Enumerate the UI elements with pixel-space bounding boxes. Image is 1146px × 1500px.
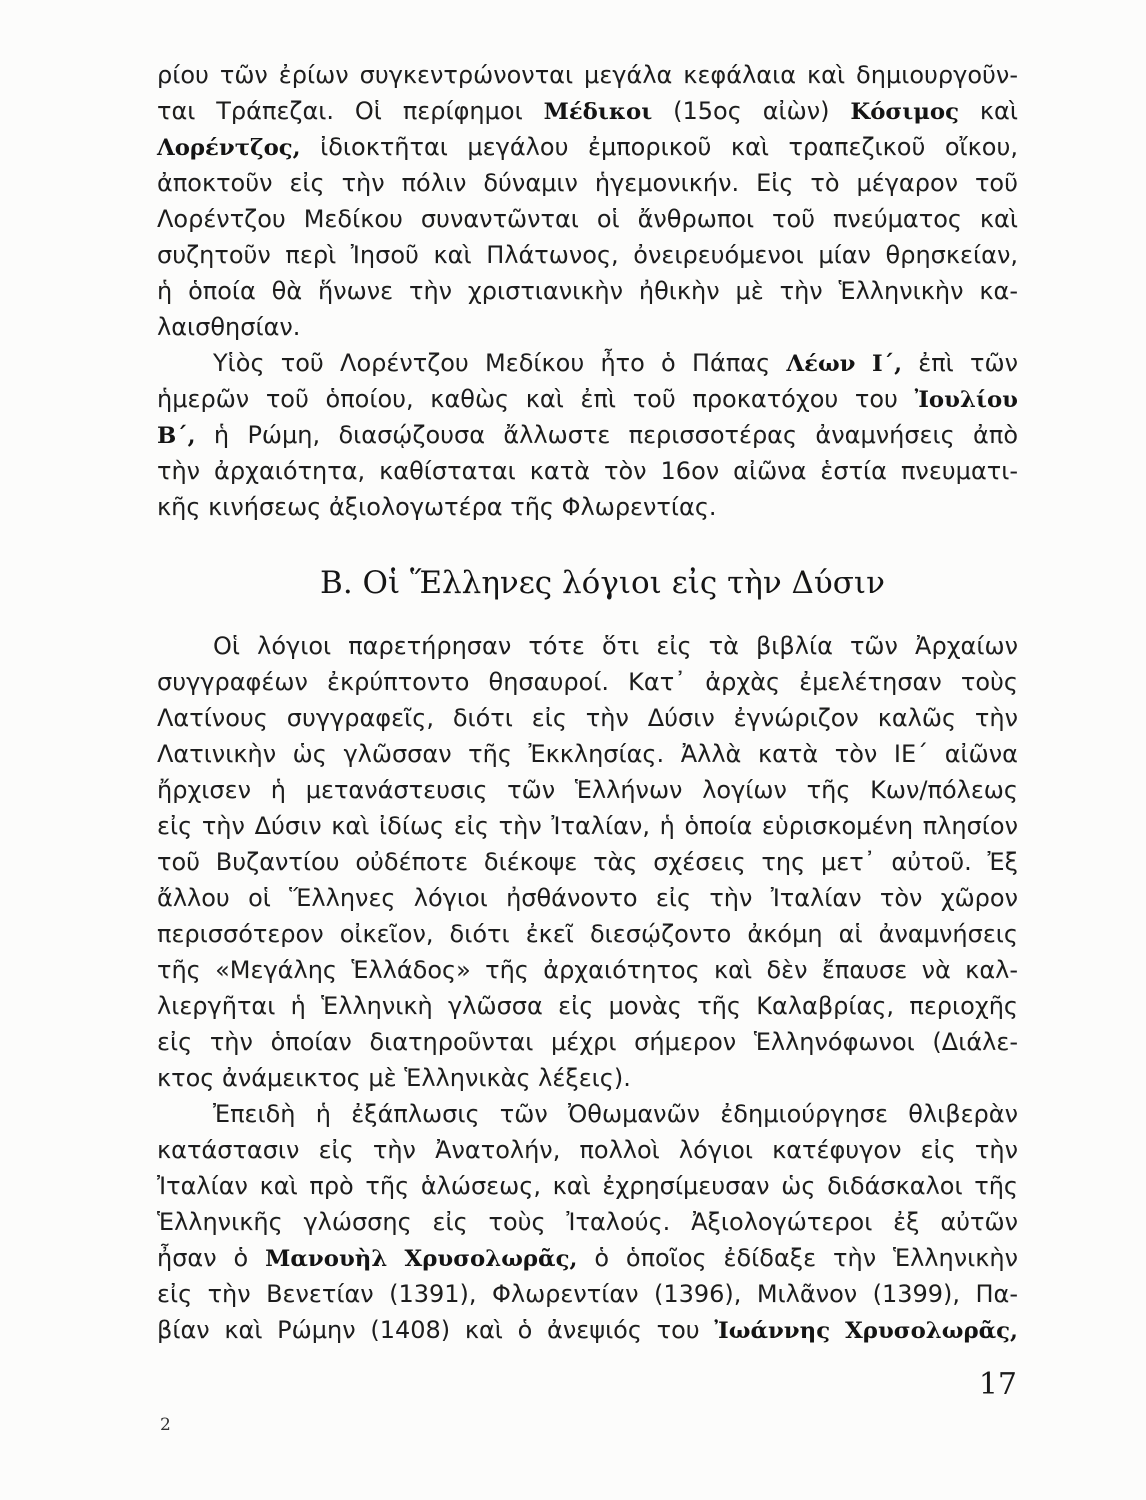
- text-line: [157, 165, 1018, 201]
- emphasized-name: Μέδικοι: [543, 99, 653, 125]
- text-line: [157, 381, 1018, 417]
- emphasized-name: Λέων Ι΄,: [786, 351, 903, 377]
- line-text: [157, 844, 1018, 880]
- text-line: [157, 453, 1018, 489]
- text-line: [157, 1276, 1018, 1312]
- text-line: [157, 309, 1018, 345]
- text-line: [157, 952, 1018, 988]
- line-text: [157, 129, 1018, 166]
- line-text: [157, 1204, 1018, 1240]
- text-line: [157, 988, 1018, 1024]
- text-line: [157, 1060, 1018, 1096]
- text-run: Ἰταλίαν καὶ πρὸ τῆς ἁλώσεως, καὶ ἐχρησίμευσαν ὡς διδάσκαλοι τῆς: [157, 1172, 1018, 1200]
- line-text: [157, 880, 1018, 916]
- text-run: ἦσαν ὁ: [157, 1244, 266, 1272]
- line-text: [157, 1132, 1018, 1168]
- text-line: [157, 417, 1018, 453]
- section-b-body: [157, 628, 1018, 1348]
- line-text: [157, 700, 1018, 736]
- text-run: κτος ἀνάμεικτος μὲ Ἑλληνικὰς λέξεις).: [157, 1064, 631, 1092]
- line-text: [213, 628, 1018, 664]
- text-line: [157, 880, 1018, 916]
- text-line: [157, 57, 1018, 93]
- line-text: [213, 345, 1018, 382]
- text-line: [157, 664, 1018, 700]
- text-line: [213, 1096, 1018, 1132]
- text-run: τοῦ Βυζαντίου οὐδέποτε διέκοψε τὰς σχέσεις της μετ᾽ αὐτοῦ. Ἐξ: [157, 848, 1018, 876]
- text-line: [157, 273, 1018, 309]
- text-line: [157, 1024, 1018, 1060]
- text-run: λαισθησίαν.: [157, 313, 301, 341]
- text-line: [157, 844, 1018, 880]
- text-line: [157, 93, 1018, 129]
- emphasized-name: Κόσιμος: [850, 99, 960, 125]
- text-run: βίαν καὶ Ρώμην (1408) καὶ ὁ ἀνεψιός του: [157, 1316, 715, 1344]
- line-text: [157, 1276, 1018, 1312]
- line-text: [157, 664, 1018, 700]
- text-run: ἡμερῶν τοῦ ὁποίου, καθὼς καὶ ἐπὶ τοῦ προκατόχου του: [157, 385, 915, 413]
- text-line: [157, 1132, 1018, 1168]
- text-run: ται Τράπεζαι. Οἱ περίφημοι: [157, 97, 544, 125]
- line-text: [157, 489, 717, 525]
- text-run: λιεργῆται ἡ Ἑλληνικὴ γλῶσσα εἰς μονὰς τῆς Καλαβρίας, περιοχῆς: [157, 992, 1018, 1020]
- text-run: ἤρχισεν ἡ μετανάστευσις τῶν Ἑλλήνων λογίων τῆς Κων/πόλεως: [157, 776, 1018, 804]
- text-line: [157, 916, 1018, 952]
- paragraph: [157, 57, 1018, 345]
- line-text: [157, 988, 1018, 1024]
- text-run: συγγραφέων ἐκρύπτοντο θησαυροί. Κατ᾽ ἀρχὰς ἐμελέτησαν τοὺς: [157, 668, 1018, 696]
- line-text: [157, 165, 1018, 201]
- text-line: [157, 1204, 1018, 1240]
- text-run: περισσότερον οἰκεῖον, διότι ἐκεῖ διεσῴζοντο ἀκόμη αἱ ἀναμνήσεις: [157, 920, 1018, 948]
- text-run: κῆς κινήσεως ἀξιολογωτέρα τῆς Φλωρεντίας.: [157, 493, 717, 521]
- text-run: καὶ: [959, 97, 1018, 125]
- text-run: Λορέντζου Μεδίκου συναντῶνται οἱ ἄνθρωποι τοῦ πνεύματος καὶ: [157, 205, 1018, 233]
- text-run: εἰς τὴν Δύσιν καὶ ἰδίως εἰς τὴν Ἰταλίαν, ἡ ὁποία εὑρισκομένη πλησίον: [157, 812, 1018, 840]
- paragraph: [157, 345, 1018, 525]
- line-text: [213, 1096, 1018, 1132]
- signature-mark: 2: [160, 1415, 171, 1435]
- text-run: ἀποκτοῦν εἰς τὴν πόλιν δύναμιν ἡγεμονικήν. Εἰς τὸ μέγαρον τοῦ: [157, 169, 1018, 197]
- line-text: [157, 57, 1018, 93]
- text-line: [157, 237, 1018, 273]
- line-text: [157, 417, 1018, 454]
- line-text: [157, 736, 1018, 772]
- text-line: [157, 1240, 1018, 1276]
- line-text: [157, 237, 1018, 273]
- line-text: [157, 772, 1018, 808]
- line-text: [157, 1240, 1018, 1277]
- text-run: κατάστασιν εἰς τὴν Ἀνατολήν, πολλοὶ λόγιοι κατέφυγον εἰς τὴν: [157, 1136, 1018, 1164]
- text-line: [157, 736, 1018, 772]
- text-line: [157, 1168, 1018, 1204]
- text-run: εἰς τὴν ὁποίαν διατηροῦνται μέχρι σήμερον Ἑλληνόφωνοι (Διάλε-: [157, 1028, 1018, 1056]
- text-line: [213, 345, 1018, 381]
- text-run: Οἱ λόγιοι παρετήρησαν τότε ὅτι εἰς τὰ βιβλία τῶν Ἀρχαίων: [213, 632, 1018, 660]
- line-text: [157, 453, 1018, 489]
- line-text: [157, 273, 1018, 309]
- line-text: [157, 381, 1018, 418]
- text-run: ἰδιοκτῆται μεγάλου ἐμπορικοῦ καὶ τραπεζικοῦ οἴκου,: [300, 133, 1018, 161]
- line-text: [157, 1168, 1018, 1204]
- text-run: τῆς «Μεγάλης Ἑλλάδος» τῆς ἀρχαιότητος καὶ δὲν ἔπαυσε νὰ καλ-: [157, 956, 1018, 984]
- text-line: [157, 700, 1018, 736]
- emphasized-name: Μανουὴλ Χρυσολωρᾶς,: [265, 1246, 578, 1272]
- text-run: τὴν ἀρχαιότητα, καθίσταται κατὰ τὸν 16ον αἰῶνα ἑστία πνευματι-: [157, 457, 1018, 485]
- text-run: ἐπὶ τῶν: [902, 349, 1018, 377]
- line-text: [157, 952, 1018, 988]
- section-heading: Β. Οἱ Ἕλληνες λόγιοι εἰς τὴν Δύσιν: [320, 565, 885, 601]
- text-line: [157, 808, 1018, 844]
- line-text: [157, 1312, 1018, 1349]
- text-run: Ἐπειδὴ ἡ ἐξάπλωσις τῶν Ὀθωμανῶν ἐδημιούργησε θλιβερὰν: [213, 1100, 1018, 1128]
- page-number: 17: [978, 1367, 1017, 1402]
- text-run: ἡ ὁποία θὰ ἥνωνε τὴν χριστιανικὴν ἠθικὴν μὲ τὴν Ἑλληνικὴν κα-: [157, 277, 1018, 305]
- text-line: [157, 489, 1018, 525]
- text-run: Λατινικὴν ὡς γλῶσσαν τῆς Ἐκκλησίας. Ἀλλὰ κατὰ τὸν ΙΕ΄ αἰῶνα: [157, 740, 1018, 768]
- emphasized-name: Λορέντζος,: [157, 135, 301, 161]
- line-text: [157, 93, 1018, 130]
- text-line: [157, 129, 1018, 165]
- line-text: [157, 808, 1018, 844]
- line-text: [157, 916, 1018, 952]
- line-text: [157, 201, 1018, 237]
- line-text: [157, 309, 300, 345]
- section-a-body: [157, 57, 1018, 525]
- text-line: [213, 628, 1018, 664]
- text-run: συζητοῦν περὶ Ἰησοῦ καὶ Πλάτωνος, ὀνειρευόμενοι μίαν θρησκείαν,: [157, 241, 1018, 269]
- line-text: [157, 1024, 1018, 1060]
- text-line: [157, 201, 1018, 237]
- paragraph: [157, 628, 1018, 1096]
- text-run: ρίου τῶν ἐρίων συγκεντρώνονται μεγάλα κεφάλαια καὶ δημιουργοῦν-: [157, 61, 1018, 89]
- text-run: ἡ Ρώμη, διασῴζουσα ἄλλωστε περισσοτέρας ἀναμνήσεις ἀπὸ: [195, 421, 1018, 449]
- text-run: Υἱὸς τοῦ Λορέντζου Μεδίκου ἦτο ὁ Πάπας: [213, 349, 787, 377]
- text-line: [157, 1312, 1018, 1348]
- text-run: Ἑλληνικῆς γλώσσης εἰς τοὺς Ἰταλούς. Ἀξιολογώτεροι ἐξ αὐτῶν: [157, 1208, 1018, 1236]
- text-run: Λατίνους συγγραφεῖς, διότι εἰς τὴν Δύσιν ἐγνώριζον καλῶς τὴν: [157, 704, 1018, 732]
- emphasized-name: Ἰουλίου: [914, 387, 1018, 413]
- text-run: ἄλλου οἱ Ἕλληνες λόγιοι ἠσθάνοντο εἰς τὴν Ἰταλίαν τὸν χῶρον: [157, 884, 1018, 912]
- line-text: [157, 1060, 631, 1096]
- emphasized-name: Ἰωάννης Χρυσολωρᾶς,: [714, 1318, 1018, 1344]
- text-line: [157, 772, 1018, 808]
- text-run: ὁ ὁποῖος ἐδίδαξε τὴν Ἑλληνικὴν: [577, 1244, 1018, 1272]
- paragraph: [157, 1096, 1018, 1348]
- text-run: εἰς τὴν Βενετίαν (1391), Φλωρεντίαν (1396), Μιλᾶνον (1399), Πα-: [157, 1280, 1018, 1308]
- emphasized-name: Β΄,: [157, 423, 196, 449]
- text-run: (15ος αἰὼν): [652, 97, 851, 125]
